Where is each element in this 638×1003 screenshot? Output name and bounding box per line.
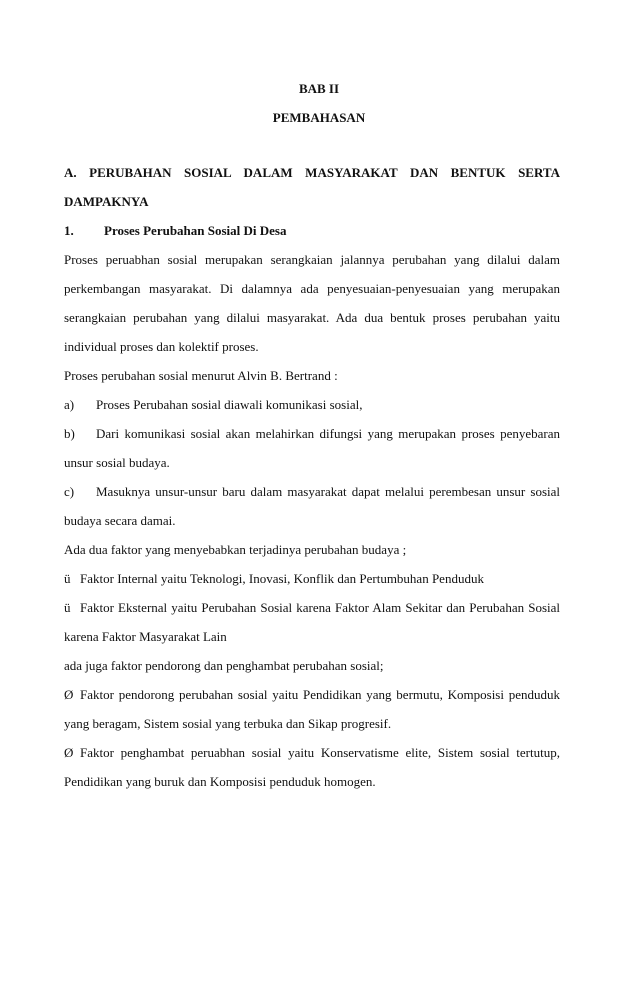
- arrow-bullet: Ø: [64, 745, 74, 760]
- bullet-inhibitor: [64, 738, 560, 767]
- section-heading-line2: DAMPAKNYA: [64, 194, 149, 209]
- list-item-b: [64, 419, 560, 448]
- check-bullet: ü: [64, 600, 71, 615]
- bullet-continuation: karena Faktor Masyarakat Lain: [64, 629, 227, 644]
- drivers-intro: ada juga faktor pendorong dan penghambat perubahan sosial;: [64, 658, 384, 673]
- paragraph-line: individual proses dan kolektif proses.: [64, 339, 259, 354]
- list-item-continuation: unsur sosial budaya.: [64, 455, 170, 470]
- bullet-text: Faktor Eksternal yaitu Perubahan Sosial karena Faktor Alam Sekitar dan Perubahan Sosial: [80, 600, 560, 615]
- bullet-text: Faktor pendorong perubahan sosial yaitu Pendidikan yang bermutu, Komposisi penduduk: [80, 687, 560, 702]
- check-bullet: ü: [64, 571, 71, 586]
- paragraph-line: Proses peruabhan sosial merupakan serangkaian jalannya perubahan yang dilalui dalam: [64, 252, 560, 267]
- bullet-text: Faktor Internal yaitu Teknologi, Inovasi, Konflik dan Pertumbuhan Penduduk: [80, 571, 484, 586]
- subsection-heading: [64, 216, 560, 245]
- paragraph-line: serangkaian perubahan yang dilalui masyarakat. Ada dua bentuk proses perubahan yaitu: [64, 310, 560, 325]
- chapter-title: PEMBAHASAN: [272, 110, 366, 125]
- bullet-driver: [64, 680, 560, 709]
- list-marker: b): [64, 426, 75, 441]
- bertrand-intro: Proses perubahan sosial menurut Alvin B. Bertrand :: [64, 368, 338, 383]
- list-item-a: [64, 390, 560, 419]
- list-item-text: Masuknya unsur-unsur baru dalam masyarakat dapat melalui perembesan unsur sosial: [96, 484, 560, 499]
- arrow-bullet: Ø: [64, 687, 74, 702]
- bullet-external: [64, 593, 560, 622]
- list-marker: c): [64, 484, 75, 499]
- bullet-continuation: Pendidikan yang buruk dan Komposisi penduduk homogen.: [64, 774, 376, 789]
- chapter-number: BAB II: [298, 81, 340, 96]
- bullet-text: Faktor penghambat peruabhan sosial yaitu Konservatisme elite, Sistem sosial tertutup,: [80, 745, 560, 760]
- list-item-text: Proses Perubahan sosial diawali komunikasi sosial,: [96, 397, 363, 412]
- bullet-continuation: yang beragam, Sistem sosial yang terbuka dan Sikap progresif.: [64, 716, 392, 731]
- list-item-text: Dari komunikasi sosial akan melahirkan difungsi yang merupakan proses penyebaran: [96, 426, 560, 441]
- list-marker: a): [64, 397, 75, 412]
- list-item-continuation: budaya secara damai.: [64, 513, 176, 528]
- section-heading-line1: A. PERUBAHAN SOSIAL DALAM MASYARAKAT DAN BENTUK SERTA: [64, 165, 560, 180]
- factors-intro: Ada dua faktor yang menyebabkan terjadinya perubahan budaya ;: [64, 542, 407, 557]
- paragraph-line: perkembangan masyarakat. Di dalamnya ada penyesuaian-penyesuaian yang merupakan: [64, 281, 560, 296]
- subsection-title: Proses Perubahan Sosial Di Desa: [104, 223, 287, 238]
- subsection-number: 1.: [64, 223, 74, 238]
- bullet-internal: [64, 564, 560, 593]
- list-item-c: [64, 477, 560, 506]
- document-body: [64, 158, 560, 796]
